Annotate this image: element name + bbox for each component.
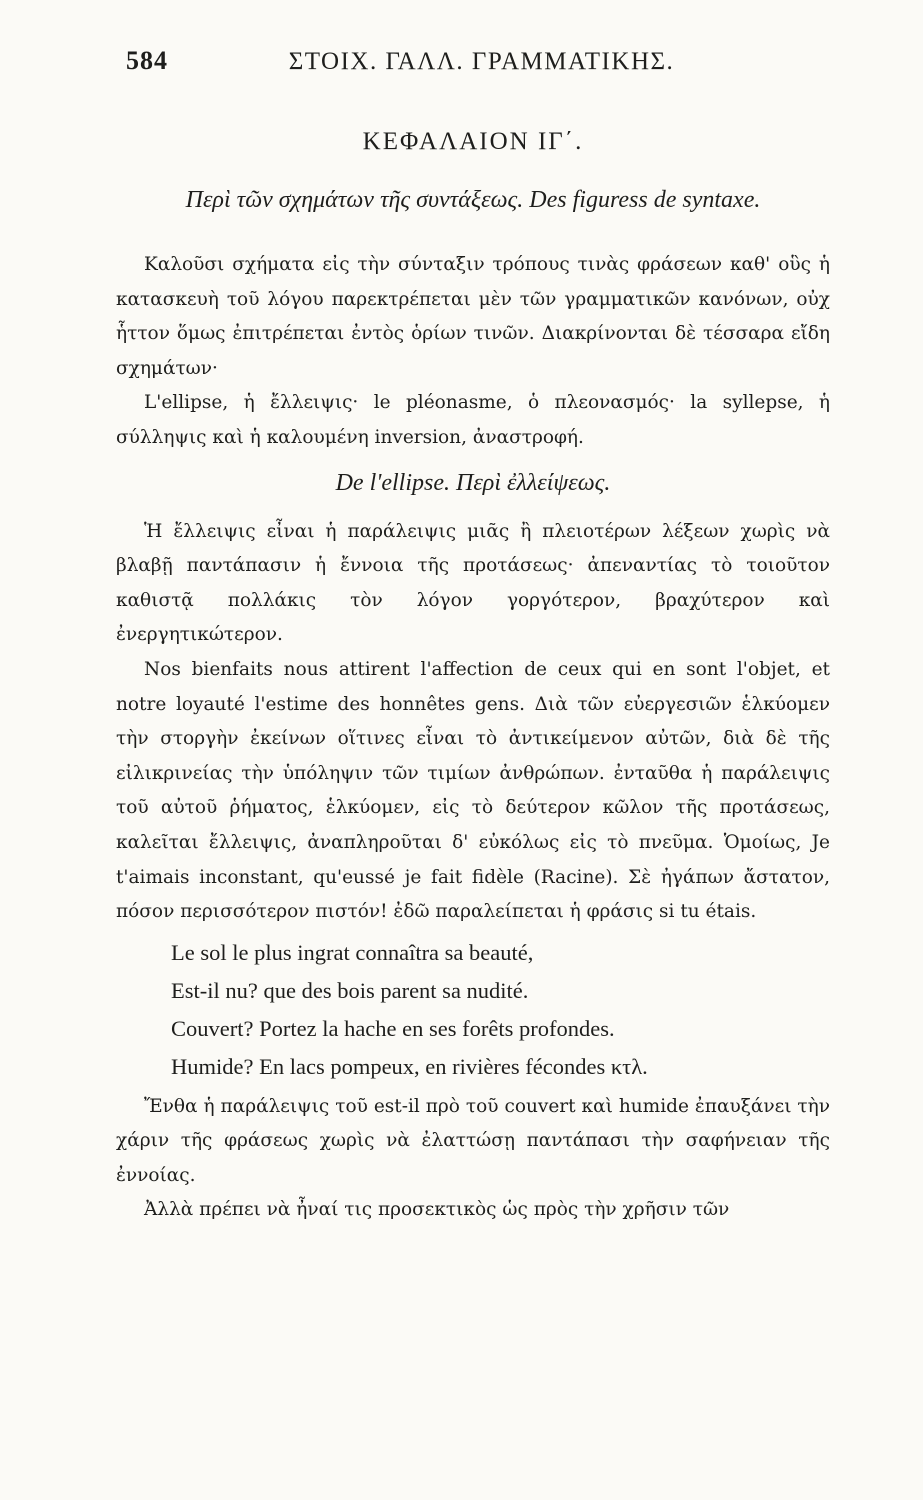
paragraph-poem-comment: Ἔνθα ἡ παράλειψις τοῦ est-il πρὸ τοῦ couvert καὶ humide ἐπαυξάνει τὴν χάριν τῆς φράσεως χωρὶς νὰ ἐλαττώσῃ παντάπασι τὴν σαφήνειαν τῆς ἐννοίας. — [116, 1095, 830, 1186]
paragraph-definition: Καλοῦσι σχήματα εἰς τὴν σύνταξιν τρόπους τινὰς φράσεων καθ' οὓς ἡ κατασκευὴ τοῦ λόγου παρεκτρέπεται μὲν τῶν γραμματικῶν κανόνων, οὐχ ἧττον ὅμως ἐπιτρέπεται ἐντὸς ὁρίων τινῶν. Διακρίνονται δὲ τέσσαρα εἴδη σχημάτων· — [116, 254, 830, 379]
paragraph-ellipse-example: Nos bienfaits nous attirent l'affection de ceux qui en sont l'objet, et notre loyauté l'estime des honnêtes gens. Διὰ τῶν εὐεργεσιῶν ἑλκύομεν τὴν στοργὴν ἐκείνων οἵτινες εἶναι τὸ ἀντικείμενον αὐτῶν, διὰ δὲ τῆς εἰλικρινείας τὴν ὑπόληψιν τῶν τιμίων ἀνθρώπων. ἐνταῦθα ἡ παράλειψις τοῦ αὐτοῦ ῥήματος, ἑλκύομεν, εἰς τὸ δεύτερον κῶλον τῆς προτάσεως, καλεῖται ἔλλειψις, ἀναπληροῦται δ' εὐκόλως εἰς τὸ πνεῦμα. Ὁμοίως, Je t'aimais inconstant, qu'eussé je fait fidèle (Racine). Σὲ ἠγάπων ἄστατον, πόσον περισσότερον πιστόν! ἐδῶ παραλείπεται ἡ φράσις si tu étais. — [116, 658, 830, 923]
section-heading-ellipse: De l'ellipse. Περὶ ἐλλείψεως. — [335, 469, 611, 496]
poem-line: Est-il nu? que des bois parent sa nudité. — [171, 977, 529, 1003]
poem-quotation — [116, 934, 830, 1086]
poem-line: Couvert? Portez la hache en ses forêts profondes. — [171, 1015, 615, 1041]
paragraph-continuation: Ἀλλὰ πρέπει νὰ ἦναί τις προσεκτικὸς ὡς πρὸς τὴν χρῆσιν τῶν — [144, 1199, 730, 1221]
page-number: 584 — [126, 46, 168, 75]
paragraph-figure-list: L'ellipse, ἡ ἔλλειψις· le pléonasme, ὁ πλεονασμός· la syllepse, ἡ σύλληψις καὶ ἡ καλουμένη inversion, ἀναστροφή. — [116, 392, 830, 448]
chapter-subtitle: Περὶ τῶν σχημάτων τῆς συντάξεως. Des figuress de syntaxe. — [185, 187, 761, 213]
page-header — [0, 44, 923, 84]
page-content — [116, 128, 830, 1228]
running-title: ΣΤΟΙΧ. ΓΑΛΛ. ΓΡΑΜΜΑΤΙΚΗΣ. — [288, 48, 675, 75]
chapter-title: ΚΕΦΑΛΑΙΟΝ ΙΓ΄. — [362, 128, 584, 155]
poem-line: Le sol le plus ingrat connaîtra sa beauté, — [171, 939, 534, 965]
paragraph-ellipse-definition: Ἡ ἔλλειψις εἶναι ἡ παράλειψις μιᾶς ἢ πλειοτέρων λέξεων χωρὶς νὰ βλαβῇ παντάπασιν ἡ ἔννοια τῆς προτάσεως· ἀπεναντίας τὸ τοιοῦτον καθιστᾷ πολλάκις τὸν λόγον γοργότερον, βραχύτερον καὶ ἐνεργητικώτερον. — [116, 520, 830, 646]
poem-line: Humide? En lacs pompeux, en rivières fécondes κτλ. — [171, 1053, 648, 1079]
